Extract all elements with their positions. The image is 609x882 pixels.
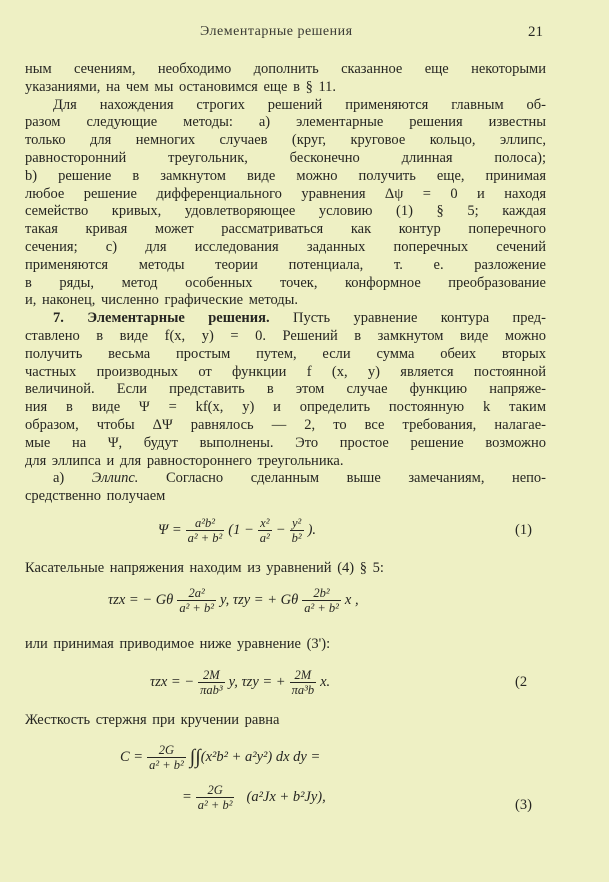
text-line: равносторонний треугольник, бесконечно длинная полоса); (25, 149, 546, 166)
text-line: ния в виде Ψ = kf(x, y) и определить постоянную k таким (25, 399, 546, 416)
text-line: разом следующие методы: a) элементарные решения известны (25, 114, 546, 131)
eq-part: τzx = − (150, 673, 195, 690)
equation-2 (150, 667, 330, 697)
text-line: ставлено в виде f(x, y) = 0. Решений в замкнутом виде можно (25, 327, 546, 344)
text-line: мые на Ψ, будут выполнены. Это простое решение возможно (25, 434, 546, 451)
text-line: применяются методы теории потенциала, т. е. разложение (25, 256, 546, 273)
eq-part: = (182, 788, 192, 805)
fraction (196, 783, 235, 812)
page-number: 21 (528, 24, 543, 40)
fraction (147, 743, 186, 772)
text-line: семейство кривых, удовлетворяющее условию (1) § 5; каждая (25, 203, 546, 220)
eq-part: C = (120, 748, 144, 765)
running-header (0, 23, 609, 41)
equation-3-line-1 (120, 742, 320, 772)
text-line: указаниями, на чем мы остановимся еще в § 11. (25, 78, 337, 95)
equation-number: (3) (515, 797, 532, 813)
equation-number: (2 (515, 674, 528, 690)
fraction (290, 668, 317, 697)
text-line: такая кривая может рассматриваться как контур поперечного (25, 221, 546, 238)
text-line: b) решение в замкнутом виде можно получить еще, принимая (25, 167, 546, 184)
numerator: a²b² (194, 515, 215, 530)
numerator: x² (260, 515, 270, 530)
denominator: a² (259, 530, 270, 545)
text-line: средственно получаем (25, 488, 166, 505)
eq-part: (1 − (228, 521, 254, 538)
eq-part: y, τzy = + Gθ (220, 591, 299, 608)
ellipse-title: Эллипс. (91, 470, 139, 487)
text-body (25, 61, 546, 506)
text-line: и, наконец, численно графические методы. (25, 292, 299, 309)
text-span: a) (53, 470, 65, 487)
text-line: Жесткость стержня при кручении равна (25, 712, 280, 728)
section-heading: 7. Элементарные решения. (53, 310, 270, 327)
fraction (290, 516, 304, 545)
text-span: Согласно сделанным выше замечаниям, непо- (165, 470, 547, 487)
text-line: для эллипса и для равностороннего треугольника. (25, 452, 344, 469)
fraction (258, 516, 272, 545)
denominator: πa³b (291, 682, 315, 697)
numerator: 2b² (313, 585, 330, 600)
numerator: 2M (203, 667, 220, 682)
text-line: образом, чтобы ΔΨ равнялось — 2, то все требования, налагае- (25, 416, 546, 433)
denominator: a² + b² (179, 600, 214, 615)
eq-part: x , (344, 591, 359, 608)
eq-part: y, τzy = + (228, 673, 286, 690)
header-title: Элементарные решения (200, 24, 353, 39)
numerator: 2G (207, 782, 223, 797)
text-line: в ряды, метод особенных точек, конформное преобразование (25, 274, 546, 291)
double-integral: ∫∫ (189, 746, 201, 768)
denominator: a² + b² (187, 530, 223, 545)
fraction (198, 668, 225, 697)
eq-part: (a²Jx + b²Jy), (246, 788, 326, 805)
denominator: a² + b² (197, 797, 233, 812)
numerator: 2M (294, 667, 312, 682)
numerator: 2G (158, 742, 175, 757)
text-line: величиной. Если представить в этом случае функцию напряже- (25, 381, 546, 398)
equation-number: (1) (515, 522, 532, 538)
text-line: или принимая приводимое ниже уравнение (3'): (25, 636, 331, 652)
equation-3-line-2 (182, 782, 326, 812)
text-line: любое решение дифференциального уравнения Δψ = 0 и находя (25, 185, 546, 202)
denominator: πab³ (200, 682, 223, 697)
text-line: только для немногих случаев (круг, круговое кольцо, эллипс, (25, 132, 546, 149)
denominator: a² + b² (149, 757, 184, 772)
text-line: Касательные напряжения находим из уравнений (4) § 5: (25, 560, 384, 576)
denominator: a² + b² (304, 600, 339, 615)
text-line: Для нахождения строгих решений применяются главным об- (53, 96, 546, 113)
eq-part: (x²b² + a²y²) dx dy = (200, 748, 321, 765)
eq-part: Ψ = (158, 521, 182, 538)
equation-tau (108, 585, 359, 615)
fraction (186, 516, 225, 545)
eq-part: x. (320, 673, 331, 690)
numerator: 2a² (188, 585, 205, 600)
eq-part: − (275, 521, 286, 538)
text-line: сечения; c) для исследования заданных поперечных сечений (25, 238, 546, 255)
numerator: y² (291, 515, 302, 530)
text-span: Пусть уравнение контура пред- (292, 310, 546, 327)
fraction (302, 586, 341, 615)
equation-1 (158, 515, 316, 545)
eq-part: τzx = − Gθ (108, 591, 174, 608)
eq-part: ). (307, 521, 317, 538)
text-line: ным сечениям, необходимо дополнить сказанное еще некоторыми (25, 61, 546, 77)
denominator: b² (291, 530, 302, 545)
fraction (177, 586, 216, 615)
section-first-line (25, 310, 546, 328)
text-line: получить весьма простым путем, если сумма обеих вторых (25, 345, 546, 362)
text-line: частных производных от функции f (x, y) является постоянной (25, 363, 546, 380)
ellipse-line (25, 470, 546, 488)
